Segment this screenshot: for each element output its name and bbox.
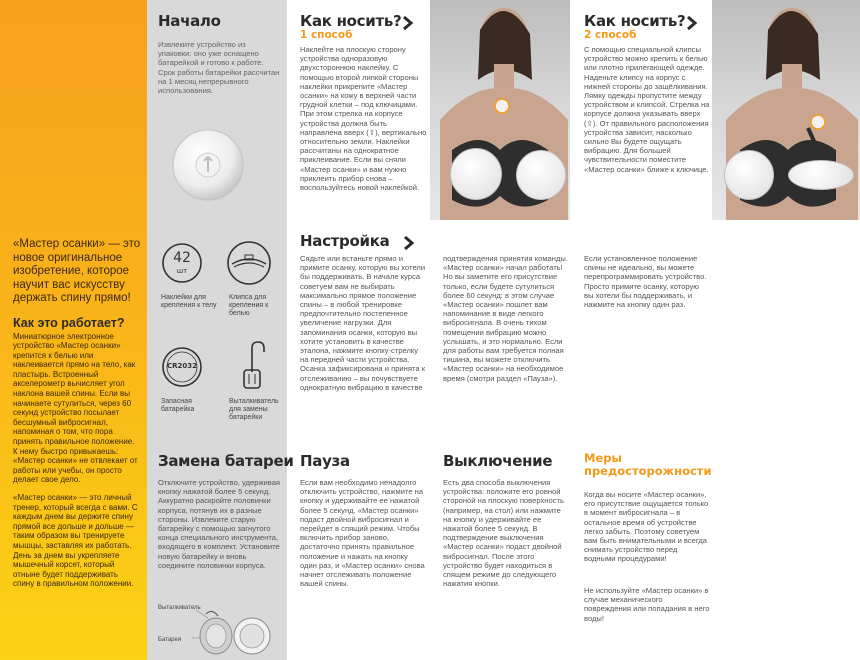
setup-text-col3: Если установленное положение спины не идеально, вы можете перепрограммировать устройство. Просто примите осанку, которую вы хотели бы поддерживать, и нажмите на кнопку один раз. — [584, 254, 707, 310]
stickers-count: 42 — [173, 250, 191, 266]
off-title: Выключение — [443, 452, 553, 470]
wear-method-2-title: Как носить? — [584, 12, 686, 30]
setup-title: Настройка — [300, 232, 390, 250]
wear-method-2-subtitle: 2 способ — [584, 29, 637, 41]
battery-code: CR2032 — [166, 362, 197, 370]
wear-method-1-photo — [430, 0, 570, 220]
caution-title — [584, 452, 712, 478]
stickers-count-unit: шт — [176, 267, 188, 275]
clip-icon — [226, 240, 272, 286]
caution-text-2: Не используйте «Мастер осанки» в случае механического повреждения или попадания в него воды! — [584, 586, 710, 623]
battery-label: Запасная батарейка — [161, 398, 195, 413]
battery-callout-label: Батарея — [158, 637, 182, 643]
chevron-right-icon — [403, 235, 415, 249]
battery-replace-text: Отключите устройство, удерживая кнопку нажатой более 5 секунд. Аккуратно раскройте половинки корпуса, потянув их в разные стороны. Извлеките старую батарейку с помощью загнутого конца специального инструмента, входящего в комплект. Установите новую батарейку и вновь соедините половинки корпуса. — [158, 478, 281, 570]
chevron-right-icon — [402, 15, 414, 29]
clip-label: Клипса для крепления к белью — [229, 294, 269, 317]
intro-text: «Мастер осанки» — это новое оригинальное изобретение, которое научит вас искусству держать спину прямо! — [13, 238, 141, 304]
start-title: Начало — [158, 12, 221, 30]
device-illustration — [171, 128, 245, 202]
pusher-callout-label: Выталкиватель — [158, 605, 201, 611]
stickers-label: Наклейки для крепления к телу — [161, 294, 217, 309]
chevron-right-icon — [686, 15, 698, 29]
wear-method-1-text: Наклейте на плоскую сторону устройства одноразовую двухстороннюю наклейку. С помощью второй липкой стороны наклейки прикрепите «Мастер осанки» на кожу в верхней части грудной клетки – под ключицами. При этом стрелка на корпусе устройства должна быть направлена вверх (⇧), вертикально относительно земли. Наклейки рассчитаны на однократное приклеивание. Если вы сняли «Мастер осанки» и вам нужно приклеить прибор снова – воспользуйтесь новой наклейкой. — [300, 45, 427, 193]
left-intro-panel — [0, 0, 147, 660]
wear-method-2-photo — [712, 0, 860, 220]
how-it-works-text: Миниатюрное электронное устройство «Мастер осанки» крепится к белью или наклеивается прямо на тело, как пластырь. Встроенный акселерометр вычисляет угол наклона вашей спины. Если вы начинаете сутулиться, через 60 секунд устройство посылает бесшумный вибросигнал, напоминая о том, что пора принять правильное положение. К нему быстро привыкаешь: «Мастер осанки» не отвлекает от работы или учебы, он просто делает свое дело. — [13, 331, 138, 485]
wear-method-1-subtitle: 1 способ — [300, 29, 353, 41]
setup-text-col2: подтверждения принятия команды. «Мастер осанки» начал работать! Но вы заметите его присутствие только, если будете сутулиться более 60 секунд: в этом случае «Мастер осанки» пошлет вам напоминание в виде легкого вибросигнала. В очень тихом помещении вибрацию можно услышать, и это нормально. Если для работы вам требуется полная тишина, вы можете отключить «Мастер осанки» на необходимое время (смотри раздел «Пауза»). — [443, 254, 568, 383]
setup-text-col1: Сядьте или встаньте прямо и примите осанку, которую вы хотели бы поддерживать. В начале курса советуем вам не выбирать максимально прямое положение спины – в любой тренировке предпочтительно постепенное увеличение нагрузки. Для запоминания осанки, которую вы хотите установить в качестве эталона, нажмите кнопку-стрелку на передней части устройства. Осанка зафиксирована и принята к отслеживанию – вы почувствуете однократную вибрацию в качестве — [300, 254, 426, 392]
wear-method-1-title: Как носить? — [300, 12, 402, 30]
pusher-tool-icon — [236, 338, 266, 392]
caution-text-1: Когда вы носите «Мастер осанки», его присутствие ощущается только в момент вибросигнала – в остальное время об устройстве легко забыть. Поэтому советуем вам быть внимательными и всегда снимать устройство перед водными процедурами! — [584, 490, 709, 564]
off-text: Есть два способа выключения устройства: положите его ровной стороной на плоскую поверхность (например, на стол) или нажмите на кнопку и удерживайте ее нажатой более 5 секунд. В подтверждение выключения «Мастер осанки» подаст двойной вибросигнал. После этого устройство будет находиться в спящем режиме до следующего нажатия кнопки. — [443, 478, 564, 589]
pusher-label: Выталкиватель для замены батарейки — [229, 398, 279, 421]
caution-title-line2: предосторожности — [584, 464, 712, 478]
caution-title-line1: Меры — [584, 451, 622, 465]
wear-method-2-text: С помощью специальной клипсы устройство можно крепить к белью или плотно прилегающей одежде. Наденьте клипсу на корпус с нижней стороны до защёлкивания. Лямку одежды пропустите между устройством и клипсой. Стрелка на корпусе должна указывать вверх (⇧). От правильного расположения устройства зависит, насколько сильно Вы будете ощущать вибрацию. Для большей чувствительности поместите «Мастер осанки» ближе к ключице. — [584, 45, 710, 174]
how-it-works-title: Как это работает? — [13, 315, 125, 330]
start-text: Извлеките устройство из упаковки: оно уже оснащено батарейкой и готово к работе. Срок работы батарейки рассчитан на 1 месяц непрерывного использования. — [158, 40, 280, 96]
personal-trainer-text: «Мастер осанки» — это личный тренер, который всегда с вами. С каждым днем вы держите спину прямой все дольше и дольше — таким образом вы тренируете мышцы, заставляя их работать. День за днем вы укрепляете мышечный корсет, который отныне будет поддерживать спину в правильном положении. — [13, 493, 138, 589]
pause-title: Пауза — [300, 452, 350, 470]
battery-replace-title: Замена батареи — [158, 452, 294, 470]
battery-replace-illustration — [186, 606, 282, 656]
pause-text: Если вам необходимо ненадолго отключить устройство, нажмите на кнопку и удерживайте ее нажатой более 5 секунд. «Мастер осанки» подаст двойной вибросигнал и перейдет в спящий режим. Чтобы включить прибор заново, достаточно принять правильное положение и нажать на кнопку один раз, и «Мастер осанки» снова начнет отслеживать положение вашей спины. — [300, 478, 425, 589]
